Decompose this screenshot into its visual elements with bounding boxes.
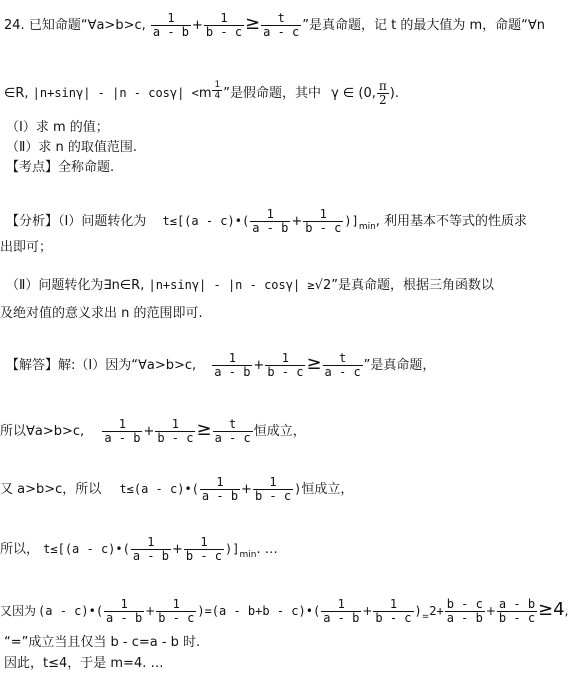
expression: ) (294, 482, 302, 496)
abs-expression: |n+sinγ| - |n - cosγ| ≥ (148, 278, 315, 292)
fraction: $\frac{1}{b - c}$ (205, 11, 243, 39)
geq-sign: ≥ (306, 353, 322, 374)
jieda-line-2: 所以∀a>b>c, $\frac{1}{a - b}$ + $\frac{1}{b - c}$ ≥ $\frac{t}{a - c}$ 恒成立， (0, 417, 306, 445)
m-root: m $\frac{1}{4}$ (198, 80, 221, 101)
text: 又 a>b>c，所以 (0, 482, 102, 497)
fraction: $\frac{t}{a - c}$ (214, 417, 251, 445)
min-subscript: min (239, 550, 257, 560)
fenxi-line-1: 【分析】（Ⅰ）问题转化为 t≤[(a - c)•( $\frac{1}{a - b}$ + $\frac{1}{b - c}$ )]$_{min}$, 利用基本不等式的性质求 (6, 207, 528, 235)
text: 所以， (0, 542, 40, 557)
equals-sign: = (421, 612, 430, 622)
fraction: $\frac{1}{a - b}$ (152, 11, 190, 39)
jieda-line-6: “=”成立当且仅当 b - c=a - b 时. (4, 635, 201, 650)
expression: (a - c)•( (38, 604, 104, 618)
problem-after-ineq: ”是真命题，记 t 的最大值为 m，命题“∀n (302, 18, 546, 33)
jieda-line-7: 因此，t≤4，于是 m=4. … (4, 656, 164, 671)
abs-expression: |n+sinγ| - |n - cosγ| < (32, 86, 199, 100)
text: . … (256, 542, 278, 557)
text: ). (389, 86, 399, 101)
min-subscript: min (358, 222, 376, 232)
text: （Ⅰ）问题转化为 (58, 214, 147, 229)
fraction: $\frac{t}{a - c}$ (263, 11, 300, 39)
fraction: $\frac{1}{a - b}$ (201, 475, 239, 503)
jieda-label: 【解答】 (6, 358, 59, 373)
expression: 2+ (429, 604, 444, 618)
expression: ) (414, 604, 422, 618)
text: , 利用基本不等式的性质求 (375, 214, 528, 229)
part-1: （Ⅰ）求 m 的值； (6, 120, 109, 135)
fraction: $\frac{t}{a - c}$ (324, 351, 361, 379)
text: （Ⅱ）问题转化为∃n∈R, (6, 278, 145, 293)
geq-sign: ≥ (196, 419, 212, 440)
fraction: $\frac{1}{a - b}$ (104, 417, 141, 445)
kaodian-label: 【考点】 (6, 160, 59, 175)
gamma-range: γ ∈ (0, (331, 86, 376, 101)
expression: t≤(a - c)•( (119, 482, 199, 496)
text: ”是真命题，根据三角函数以 (331, 278, 494, 293)
geq-four: ≥4 (538, 599, 565, 620)
fenxi-line-2: 出即可； (0, 240, 53, 255)
fraction: $\frac{1}{a - b}$ (132, 535, 169, 563)
fenxi-line-4: 及绝对值的意义求出 n 的范围即可. (0, 306, 203, 321)
text: 恒成立， (253, 424, 306, 439)
fraction: $\frac{1}{b - c}$ (158, 597, 195, 625)
fraction: $\frac{1}{a - b}$ (106, 597, 143, 625)
expression: )] (225, 542, 240, 556)
fraction: $\frac{1}{b - c}$ (305, 207, 342, 235)
text: 恒成立， (301, 482, 354, 497)
text: 又因为 (0, 604, 37, 618)
problem-line-1 (4, 12, 545, 39)
text (565, 604, 568, 618)
fraction: $\frac{b - c}{a - b}$ (446, 597, 483, 625)
sqrt-two: √2 (314, 278, 332, 293)
kaodian-text: 全称命题. (58, 160, 115, 175)
expression: t≤[(a - c)•( (162, 214, 250, 228)
fraction: $\frac{1}{b - c}$ (185, 535, 223, 563)
fraction: $\frac{1}{a - b}$ (214, 351, 251, 379)
fenxi-label: 【分析】 (6, 214, 59, 229)
jieda-line-1: 【解答】解:（Ⅰ）因为“∀a>b>c, $\frac{1}{a - b}$ + $\frac{1}{b - c}$ ≥ $\frac{t}{a - c}$ ”是真命题， (6, 351, 436, 379)
expression: )=(a - b+b - c)•( (197, 604, 321, 618)
text: ”是真命题， (363, 358, 436, 373)
fraction: $\frac{1}{a - b}$ (252, 207, 289, 235)
jieda-line-5: 又因为 (a - c)•( $\frac{1}{a - b}$ + $\frac{1}{b - c}$ )=(a - b+b - c)•( $\frac{1}{a - b}$ + $\frac{1}{b - c}$ )$_=2+$ $\frac{b - c}{a - b}$ + $\frac{a - b}{b - c}$ ≥4 (0, 598, 568, 625)
fraction: $\frac{1}{b - c}$ (267, 351, 304, 379)
text: ”是假命题，其中 (223, 86, 321, 101)
expression: t≤[(a - c)•( (43, 542, 130, 556)
expression: )] (344, 214, 359, 228)
plus-sign: + (192, 18, 203, 33)
jieda-line-4: 所以， t≤[(a - c)•( $\frac{1}{a - b}$ + $\frac{1}{b - c}$ )]$_{min}$. … (0, 535, 278, 563)
fenxi-line-3 (6, 278, 494, 293)
fraction: $\frac{a - b}{b - c}$ (498, 597, 536, 625)
jieda-line-3: 又 a>b>c，所以 t≤(a - c)•( $\frac{1}{a - b}$ + $\frac{1}{b - c}$ )恒成立， (0, 475, 354, 503)
fraction: $\frac{1}{b - c}$ (157, 417, 194, 445)
text: ∈R, (4, 86, 29, 101)
pi-half-fraction: $\frac{\pi}{2}$ (378, 79, 387, 107)
kaodian (6, 160, 114, 175)
problem-number: 24. (4, 18, 25, 33)
problem-line-2 (4, 80, 399, 107)
geq-sign: ≥ (245, 13, 261, 34)
fraction: $\frac{1}{b - c}$ (375, 597, 412, 625)
text: 解:（Ⅰ）因为“∀a>b>c, (58, 358, 197, 373)
fraction: $\frac{1}{a - b}$ (323, 597, 360, 625)
part-2: （Ⅱ）求 n 的取值范围. (6, 140, 138, 155)
problem-intro: 已知命题“∀a>b>c, (28, 18, 146, 33)
fraction: $\frac{1}{b - c}$ (254, 475, 292, 503)
text: 所以∀a>b>c, (0, 424, 85, 439)
